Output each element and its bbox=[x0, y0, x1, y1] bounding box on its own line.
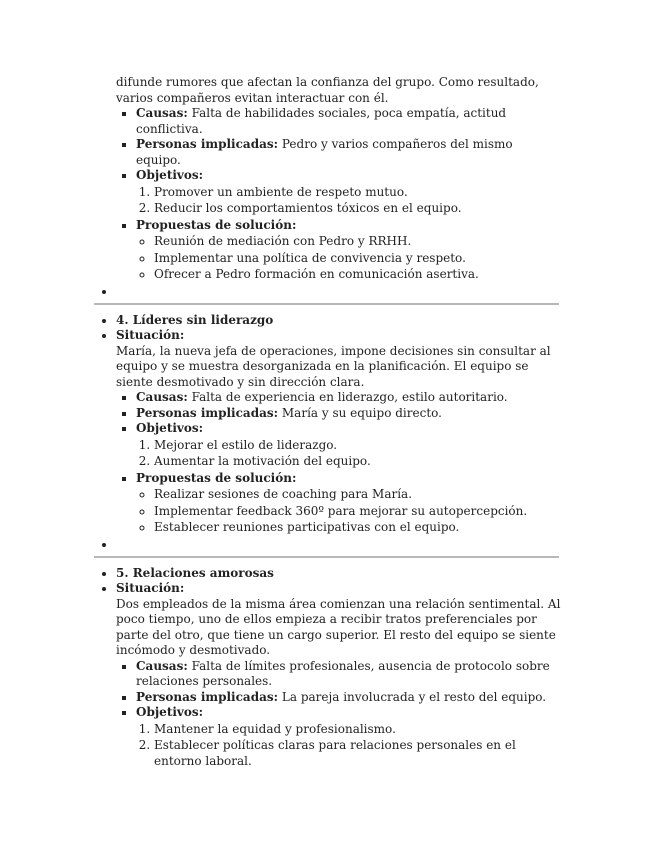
people-text: María y su equipo directo. bbox=[281, 405, 442, 420]
case3-objectives bbox=[136, 168, 561, 184]
empty-bullet bbox=[116, 537, 561, 552]
list-item: ◦ Establecer reuniones participativas con el equipo. bbox=[154, 520, 561, 536]
list-item: 2. Aumentar la motivación del equipo. bbox=[154, 454, 561, 470]
objectives-label: Objetivos: bbox=[136, 705, 204, 719]
list-item: 1. Mejorar el estilo de liderazgo. bbox=[154, 438, 561, 454]
empty-bullet bbox=[116, 284, 561, 299]
proposals-label: Propuestas de solución: bbox=[136, 470, 297, 485]
case4-situation bbox=[116, 328, 561, 344]
case3-situation-continued: difunde rumores que afectan la confianza del grupo. Como resultado, varios compañeros evitan interactuar con él. bbox=[116, 75, 539, 105]
case4-title bbox=[116, 313, 561, 329]
list-item: 2. Establecer políticas claras para relaciones personales en el entorno laboral. bbox=[154, 738, 561, 769]
case3-proposals-list bbox=[96, 234, 561, 283]
case4-proposals-heading bbox=[136, 471, 561, 487]
case4-proposals bbox=[116, 471, 561, 487]
case5-objectives-list bbox=[96, 722, 561, 770]
causes-text: Falta de experiencia en liderazgo, estilo autoritario. bbox=[191, 390, 508, 404]
case5-people bbox=[136, 690, 561, 706]
list-item: 2. Reducir los comportamientos tóxicos en el equipo. bbox=[154, 201, 561, 217]
section-title: 5. Relaciones amorosas bbox=[116, 565, 274, 580]
case4-proposals-list bbox=[96, 487, 561, 536]
case4-causes bbox=[136, 390, 561, 406]
people-text: La pareja involucrada y el resto del equipo. bbox=[281, 689, 547, 704]
objectives-label: Objetivos: bbox=[136, 421, 204, 435]
case5-objectives bbox=[136, 705, 561, 721]
case3-objectives-list bbox=[96, 185, 561, 217]
people-label: Personas implicadas: bbox=[136, 137, 279, 151]
case3-people bbox=[136, 137, 561, 168]
list-item: ◦ Ofrecer a Pedro formación en comunicación asertiva. bbox=[154, 267, 561, 283]
case3-details bbox=[116, 106, 561, 184]
case4-people bbox=[136, 406, 561, 422]
proposals-label: Propuestas de solución: bbox=[136, 217, 297, 232]
list-item: ◦ Reunión de mediación con Pedro y RRHH. bbox=[154, 234, 561, 250]
people-text: Pedro y varios compañeros del mismo equipo. bbox=[136, 137, 513, 167]
causes-text: Falta de habilidades sociales, poca empatía, actitud conflictiva. bbox=[136, 106, 507, 136]
causes-text: Falta de límites profesionales, ausencia de protocolo sobre relaciones personales. bbox=[136, 658, 550, 688]
empty-bullet-list bbox=[96, 537, 561, 552]
case5-title bbox=[116, 566, 561, 582]
case5-causes bbox=[136, 659, 561, 690]
empty-bullet-list bbox=[96, 284, 561, 299]
case3-causes bbox=[136, 106, 561, 137]
case4-details bbox=[116, 390, 561, 437]
case4-objectives-list bbox=[96, 438, 561, 470]
list-item: 1. Mantener la equidad y profesionalismo. bbox=[154, 722, 561, 738]
people-label: Personas implicadas: bbox=[136, 405, 279, 420]
causes-label: Causas: bbox=[136, 390, 188, 404]
case5-details bbox=[116, 659, 561, 721]
list-item: ◦ Implementar feedback 360º para mejorar su autopercepción. bbox=[154, 504, 561, 520]
list-item: ◦ Realizar sesiones de coaching para María. bbox=[154, 487, 561, 503]
causes-label: Causas: bbox=[136, 106, 188, 120]
objectives-label: Objetivos: bbox=[136, 168, 204, 182]
situation-label: Situación: bbox=[116, 328, 185, 342]
case4-situation-text: María, la nueva jefa de operaciones, impone decisiones sin consultar al equipo y se muestra desorganizada en la planificación. El equipo se siente desmotivado y sin dirección clara. bbox=[116, 343, 551, 389]
case3-proposals-heading bbox=[136, 218, 561, 234]
section-divider bbox=[94, 556, 559, 558]
case5-situation bbox=[116, 581, 561, 597]
causes-label: Causas: bbox=[136, 658, 188, 673]
situation-label: Situación: bbox=[116, 581, 185, 595]
case3-proposals bbox=[116, 218, 561, 234]
list-item: ◦ Implementar una política de convivencia y respeto. bbox=[154, 251, 561, 267]
list-item: 1. Promover un ambiente de respeto mutuo. bbox=[154, 185, 561, 201]
document-content bbox=[96, 75, 561, 770]
case5-situation-text: Dos empleados de la misma área comienzan una relación sentimental. Al poco tiempo, uno de ellos empieza a recibir tratos preferenciales por parte del otro, que tiene un cargo superior. El resto del equipo se siente incómodo y desmotivado. bbox=[116, 596, 561, 657]
case5-header bbox=[96, 566, 561, 597]
section-divider bbox=[94, 303, 559, 305]
case4-header bbox=[96, 313, 561, 344]
case4-objectives bbox=[136, 421, 561, 437]
section-title: 4. Líderes sin liderazgo bbox=[116, 312, 274, 327]
people-label: Personas implicadas: bbox=[136, 689, 279, 704]
